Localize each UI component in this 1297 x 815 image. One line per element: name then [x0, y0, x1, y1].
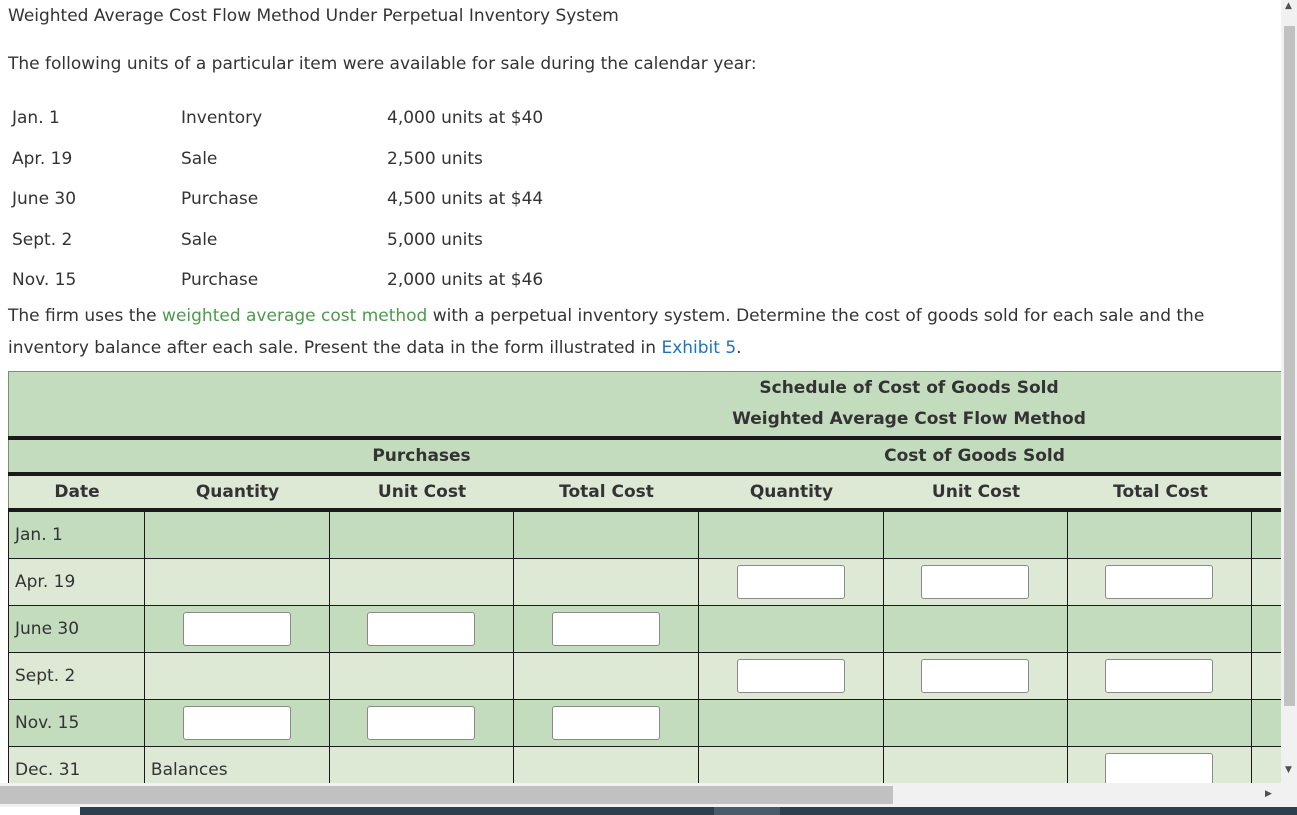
col-header-date: Date — [54, 482, 100, 502]
cogs-unit-cost-input[interactable] — [921, 659, 1029, 693]
row-date: Apr. 19 — [9, 559, 145, 606]
balance-total-cost-input[interactable] — [1105, 753, 1213, 783]
scroll-down-icon[interactable]: ▼ — [1285, 765, 1292, 775]
table-row — [9, 606, 1282, 653]
purchase-quantity-input[interactable] — [183, 612, 291, 646]
table-cell — [1067, 512, 1252, 559]
table-cell — [883, 700, 1067, 747]
cogs-total-cost-input[interactable] — [1105, 659, 1213, 693]
unit-type: Sale — [181, 148, 218, 169]
table-cell — [144, 559, 329, 606]
table-cell — [329, 747, 513, 784]
table-cell — [1067, 606, 1252, 653]
table-cell — [883, 512, 1067, 559]
table-cell — [883, 747, 1067, 784]
group-header-band — [8, 440, 1281, 472]
table-cell — [698, 653, 883, 700]
col-header-cogs-unit-cost: Unit Cost — [931, 482, 1021, 502]
unit-detail: 2,500 units — [387, 148, 483, 169]
table-cell — [1067, 747, 1252, 784]
table-cell — [513, 512, 698, 559]
table-cell — [329, 653, 513, 700]
purchase-total-cost-input[interactable] — [552, 612, 660, 646]
purchase-unit-cost-input[interactable] — [367, 612, 475, 646]
unit-type: Inventory — [181, 108, 263, 129]
unit-date: Nov. 15 — [12, 270, 77, 291]
table-cell — [883, 559, 1067, 606]
list-item — [12, 139, 543, 180]
horizontal-scrollbar[interactable] — [0, 783, 1281, 807]
table-cell — [513, 700, 698, 747]
col-header-purchase-quantity: Quantity — [195, 482, 280, 502]
exhibit-5-link[interactable]: Exhibit 5 — [661, 338, 737, 358]
scroll-up-icon[interactable]: ▲ — [1285, 1, 1292, 11]
cogs-total-cost-input[interactable] — [1105, 565, 1213, 599]
table-row — [9, 700, 1282, 747]
table-cell — [513, 606, 698, 653]
unit-type: Sale — [181, 229, 218, 250]
schedule-title-band — [8, 371, 1281, 436]
table-cell — [329, 700, 513, 747]
unit-type: Purchase — [181, 189, 259, 210]
table-cell — [329, 512, 513, 559]
purchase-unit-cost-input[interactable] — [367, 706, 475, 740]
purchase-quantity-input[interactable] — [183, 706, 291, 740]
col-header-purchase-unit-cost: Unit Cost — [377, 482, 467, 502]
weighted-average-term-link[interactable]: weighted average cost method — [162, 306, 428, 326]
cogs-unit-cost-input[interactable] — [921, 565, 1029, 599]
purchase-total-cost-input[interactable] — [552, 706, 660, 740]
table-cell — [1252, 606, 1281, 653]
table-cell — [513, 747, 698, 784]
purchases-group-header: Purchases — [372, 446, 471, 466]
table-cell — [698, 559, 883, 606]
unit-date: June 30 — [12, 189, 77, 210]
cogs-schedule — [8, 371, 1281, 783]
horizontal-scroll-thumb[interactable] — [0, 786, 893, 804]
unit-date: Jan. 1 — [12, 108, 60, 129]
instructions-text: The firm uses the — [8, 306, 163, 326]
table-row — [9, 512, 1282, 559]
list-item — [12, 260, 543, 301]
table-cell — [1252, 653, 1281, 700]
unit-detail: 2,000 units at $46 — [387, 270, 544, 291]
unit-detail: 4,500 units at $44 — [387, 189, 544, 210]
scroll-right-icon[interactable]: ▶ — [1265, 789, 1272, 799]
cogs-group-header: Cost of Goods Sold — [884, 446, 1065, 466]
instructions-text: with a perpetual inventory system. Determine the cost of goods sold for each sale and the inventory balance after each sale. Present the data in the form illustrated in — [8, 306, 1205, 358]
instructions-text: . — [736, 338, 742, 358]
cogs-quantity-input[interactable] — [737, 565, 845, 599]
table-row — [9, 653, 1282, 700]
balances-label: Balances — [144, 747, 329, 784]
table-cell — [698, 700, 883, 747]
row-date: Jan. 1 — [9, 512, 145, 559]
col-header-cogs-quantity: Quantity — [749, 482, 834, 502]
unit-type: Purchase — [181, 270, 259, 291]
table-cell — [144, 606, 329, 653]
units-list — [12, 98, 543, 301]
table-cell — [1067, 700, 1252, 747]
vertical-scroll-thumb[interactable] — [1284, 26, 1295, 706]
table-cell — [698, 512, 883, 559]
row-date: Nov. 15 — [9, 700, 145, 747]
col-header-cogs-total-cost: Total Cost — [1113, 482, 1208, 502]
table-row — [9, 559, 1282, 606]
table-cell — [1067, 653, 1252, 700]
unit-detail: 5,000 units — [387, 229, 483, 250]
column-header-band — [8, 476, 1281, 508]
schedule-title: Schedule of Cost of Goods Sold — [759, 378, 1059, 398]
list-item — [12, 220, 543, 261]
unit-date: Sept. 2 — [12, 229, 73, 250]
table-cell — [144, 512, 329, 559]
row-date: Sept. 2 — [9, 653, 145, 700]
taskbar-item[interactable] — [714, 807, 780, 815]
table-cell — [698, 606, 883, 653]
list-item — [12, 179, 543, 220]
table-cell — [329, 606, 513, 653]
row-date: Dec. 31 — [9, 747, 145, 784]
table-cell — [698, 747, 883, 784]
list-item — [12, 98, 543, 139]
table-cell — [144, 653, 329, 700]
table-cell — [329, 559, 513, 606]
schedule-subtitle: Weighted Average Cost Flow Method — [732, 409, 1086, 429]
unit-detail: 4,000 units at $40 — [387, 108, 544, 129]
schedule-grid — [8, 511, 1281, 783]
table-cell — [1252, 700, 1281, 747]
table-cell — [144, 700, 329, 747]
taskbar-strip — [80, 807, 1297, 815]
col-header-purchase-total-cost: Total Cost — [559, 482, 654, 502]
table-cell — [1252, 512, 1281, 559]
unit-date: Apr. 19 — [12, 148, 73, 169]
taskbar — [0, 807, 1297, 815]
row-date: June 30 — [9, 606, 145, 653]
instructions-paragraph — [8, 300, 1278, 364]
table-row — [9, 747, 1282, 784]
page-title: Weighted Average Cost Flow Method Under Perpetual Inventory System — [8, 6, 619, 26]
table-cell — [513, 653, 698, 700]
table-cell — [883, 606, 1067, 653]
intro-text: The following units of a particular item were available for sale during the calendar year: — [8, 54, 757, 74]
table-cell — [513, 559, 698, 606]
table-cell — [883, 653, 1067, 700]
scrollbar-corner — [1281, 783, 1297, 807]
table-cell — [1252, 559, 1281, 606]
vertical-scrollbar[interactable] — [1281, 0, 1297, 783]
table-cell — [1252, 747, 1281, 784]
cogs-quantity-input[interactable] — [737, 659, 845, 693]
table-cell — [1067, 559, 1252, 606]
